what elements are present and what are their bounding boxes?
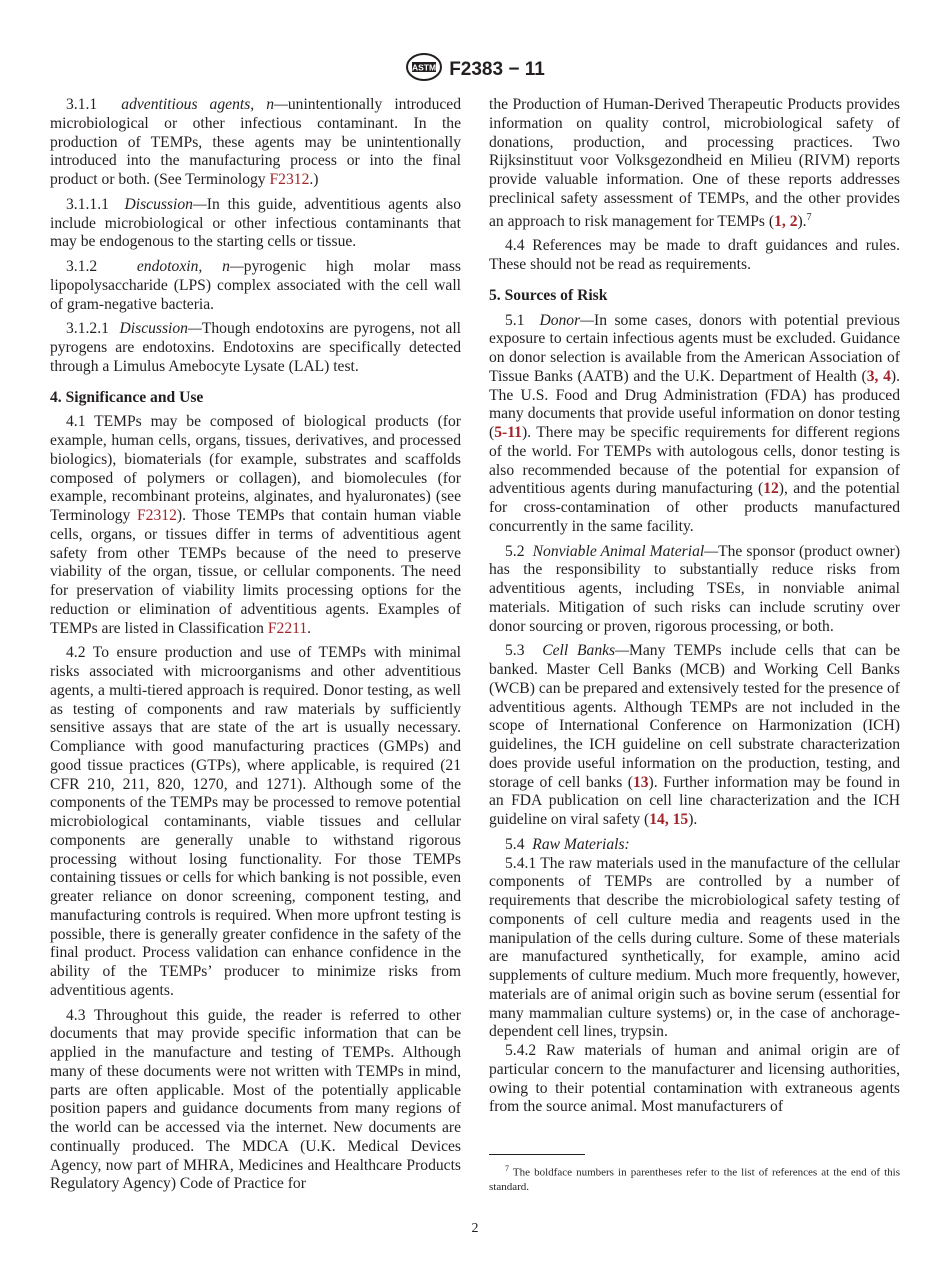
paragraph-5-1: 5.1 Donor—In some cases, donors with potential previous exposure to certain infectious agents must be excluded. Guidance on donor selection is available from the American Association of Tissue Banks (AATB) and the U.K. Department of Health (3, 4). The U.S. Food and Drug Administration (FDA) has produced many documents that provide useful information on donor testing (5-11). There may be specific requirements for different regions of the world. For TEMPs with autologous cells, donor testing is also recommended because of the potential for expansion of adventitious agents during manufacturing (12), and the potential for cross-contamination of other products manufactured concurrently in the same facility. (489, 311, 900, 535)
citation-link[interactable]: 14 (649, 811, 665, 829)
paragraph-4-4: 4.4 References may be made to draft guidances and rules. These should not be read as requirements. (489, 237, 900, 274)
paragraph-5-4: 5.4 Raw Materials: (505, 835, 630, 853)
page-number: 2 (471, 1221, 479, 1236)
citation-link[interactable]: 5-11 (494, 424, 522, 442)
paragraph-4-2: 4.2 To ensure production and use of TEMPs with minimal risks associated with microorganisms and other adventitious agents, a multi-tiered approach is required. Donor testing, as well as testing of components and raw materials by sufficiently sensitive assays that are state of the art is usually necessary. Compliance with good manufacturing practices (GMPs) and good tissue practices (GTPs), where applicable, is required (21 CFR 210, 211, 820, 1270, and 1271). Although some of the components of the TEMPs may be processed to remove potential microbiological contaminants, viable tissues and cellular components are generally unable to withstand rigorous processing without losing functionality. For those TEMPs containing tissues or cells for which banking is not possible, even greater reliance on donor screening, component testing, and manufacturing controls is required. When more upfront testing is possible, there is generally greater confidence in the safety of the final product. Process validation can enhance confidence in the ability of the TEMPs’ producer to minimize risks from adventitious agents. (50, 644, 461, 999)
citation-link[interactable]: 2 (789, 212, 798, 230)
paragraph-3-1-2: 3.1.2 endotoxin, n—pyrogenic high molar mass lipopolysaccharide (LPS) complex associated with the cell wall of gram-negative bacteria. (50, 258, 461, 313)
paragraph-5-4-1: 5.4.1 The raw materials used in the manufacture of the cellular components of TEMPs are controlled by a number of requirements that describe the microbiological safety testing of components of cell culture media and reagents used in the manipulation of the cells during culture. Some of these materials are manufactured synthetically, for example, amino acid supplements of culture medium. Much more frequently, however, materials are of animal origin such as bovine serum (essential for many mammalian culture systems) or, in the case of anchorage-dependent cell lines, trypsin. (489, 854, 900, 1041)
paragraph-5-4-2: 5.4.2 Raw materials of human and animal origin are of particular concern to the manufacturer and licensing authorities, owing to their potential contamination with extraneous agents from the source animal. Most manufacturers of (489, 1042, 900, 1116)
right-column (489, 96, 900, 1123)
section-heading-4: 4. Significance and Use (50, 388, 204, 406)
standard-designation: F2383 − 11 (449, 59, 545, 80)
citation-link[interactable]: 12 (763, 480, 779, 498)
footnote: $^7$ The boldface numbers in parentheses refer to the list of references at the end of this standard. (489, 1164, 900, 1194)
paragraph-4-1: 4.1 TEMPs may be composed of biological products (for example, human cells, organs, tissues, derivatives, and processed biologics), biomaterials (for example, substrates and scaffolds composed of polymers or collagen), and biomolecules (for example, recombinant proteins, alginates, and hyaluronates) (see Terminology F2312). Those TEMPs that contain human viable cells, organs, or tissues differ in terms of adventitious agent safety from other TEMPs because of the need to preserve viability of the organ, tissue, or cellular components. The need for preservation of viability limits processing options for the reduction or elimination of adventitious agents. Examples of TEMPs are listed in Classification F2211. (50, 413, 461, 637)
page-header (0, 52, 950, 88)
paragraph-4-3-continued: the Production of Human-Derived Therapeutic Products provides information on quality control, microbiological safety of donations, production, and processing practices. Two Rijksinstituut voor Volksgezondheid en Milieu (RIVM) reports provide valuable information. One of these reports addresses preclinical safety assessment of TEMPs, and the other provides an approach to risk management for TEMPs (1, 2).$^7$ (489, 96, 900, 230)
footnote-marker: 7 (806, 211, 812, 223)
paragraph-5-2: 5.2 Nonviable Animal Material—The sponsor (product owner) has the responsibility to substantially reduce risks from adventitious agents, including TSEs, in nonviable animal materials. Mitigation of such risks can include scrutiny over donor sourcing or proven, rigorous processing, or both. (489, 542, 901, 635)
citation-link[interactable]: 3 (866, 367, 875, 385)
svg-text:ASTM: ASTM (412, 62, 437, 73)
left-column (50, 96, 461, 1200)
ref-link-f2312[interactable]: F2312 (137, 507, 177, 524)
citation-link[interactable]: 4 (883, 367, 891, 385)
paragraph-3-1-1-1: 3.1.1.1 Discussion—In this guide, adventitious agents also include microbiological or other infectious contaminants that may be endogenous to the starting cells or tissue. (50, 195, 461, 251)
ref-link-f2312[interactable]: F2312 (269, 171, 310, 188)
ref-link-f2211[interactable]: F2211 (267, 619, 308, 637)
citation-link[interactable]: 15 (672, 811, 689, 829)
citation-link[interactable]: 13 (632, 773, 649, 791)
section-heading-5: 5. Sources of Risk (489, 286, 608, 304)
paragraph-4-3: 4.3 Throughout this guide, the reader is referred to other documents that may provide specific information that can be applied in the manufacture and testing of TEMPs. Although many of these documents were not written with TEMPs in mind, parts are often applicable. Most of the potentially applicable position papers and guidance documents from many regions of the world can be accessed via the internet. New documents are continually produced. The MDCA (U.K. Medical Devices Agency, now part of MHRA, Medicines and Healthcare Products Regulatory Agency) Code of Practice for (50, 1006, 461, 1193)
paragraph-3-1-2-1: 3.1.2.1 Discussion—Though endotoxins are pyrogens, not all pyrogens are endotoxins. Endotoxins are specifically detected through a Limulus Amebocyte Lysate (LAL) test. (50, 320, 461, 375)
paragraph-5-3: 5.3 Cell Banks—Many TEMPs include cells that can be banked. Master Cell Banks (MCB) and Working Cell Banks (WCB) can be prepared and extensively tested for the presence of adventitious agents. Although TEMPs are not included in the scope of International Conference on Harmonization (ICH) guidelines, the ICH guideline on cell substrate characterization does provide useful information on the production, testing, and storage of cell banks (13). Further information may be found in an FDA publication on cell line characterization and the ICH guideline on viral safety (14, 15). (489, 642, 900, 829)
footnote-rule (489, 1154, 585, 1155)
citation-link[interactable]: 1 (774, 212, 782, 230)
astm-logo-icon (405, 52, 443, 88)
paragraph-3-1-1: 3.1.1 adventitious agents, n—unintentionally introduced microbiological or other infectious contaminant. In the production of TEMPs, these agents may be unintentionally introduced into the manufacturing process or into the final product or both. (See Terminology F2312.) (50, 96, 462, 188)
